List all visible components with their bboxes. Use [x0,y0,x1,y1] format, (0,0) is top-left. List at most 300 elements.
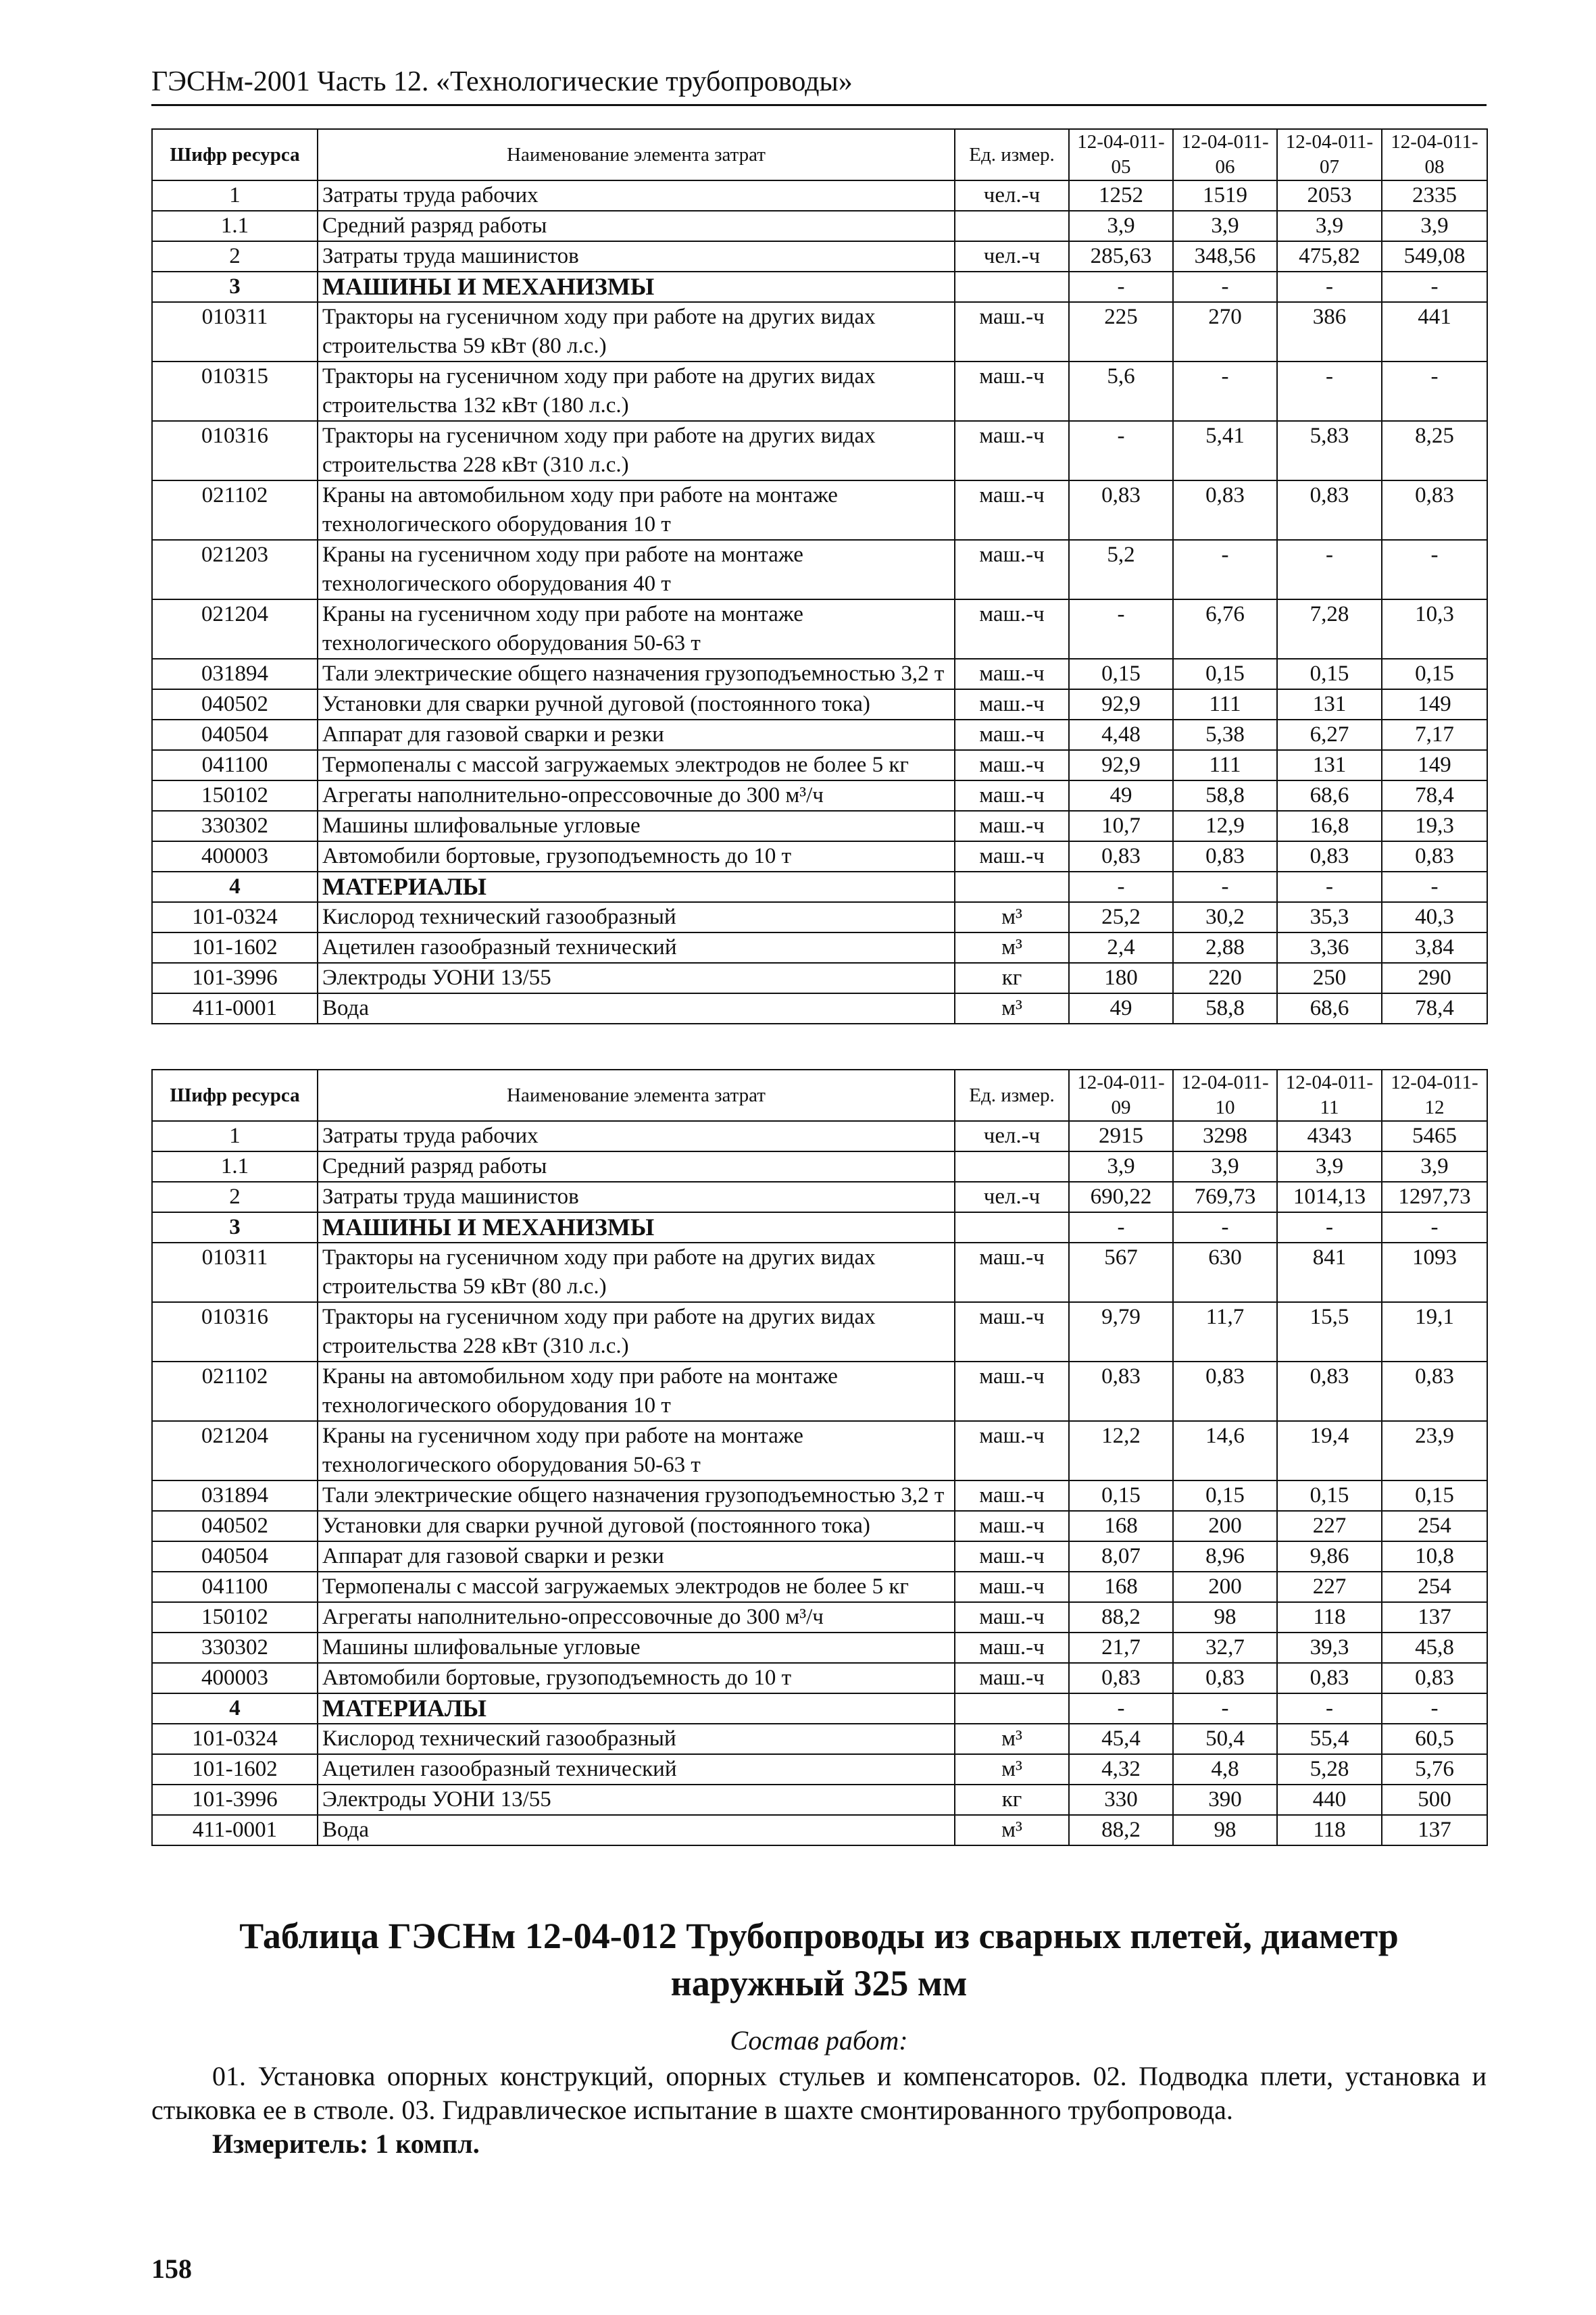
table-row [152,932,1487,963]
table-row [152,1724,1487,1754]
cell-v4: - [1382,1693,1487,1724]
cell-code: 2 [152,241,318,272]
table-row [152,1480,1487,1511]
cell-v3: 0,83 [1277,480,1382,540]
cell-unit: м³ [955,1815,1069,1845]
cell-v2: 12,9 [1173,811,1277,841]
cell-v4: 137 [1382,1815,1487,1845]
cell-v3: - [1277,362,1382,421]
cell-v4: - [1382,540,1487,599]
cell-v4: 254 [1382,1511,1487,1541]
cell-name: Затраты труда рабочих [318,1121,955,1151]
column-header-v3: 12-04-011-11 [1277,1070,1382,1121]
cell-code: 010311 [152,302,318,362]
cell-v1: 4,32 [1069,1754,1173,1785]
cell-v2: 98 [1173,1602,1277,1633]
table-row [152,1302,1487,1362]
cell-v3: 3,9 [1277,1151,1382,1182]
cell-code: 1.1 [152,1151,318,1182]
cell-v2: 3,9 [1173,211,1277,241]
cell-v2: 58,8 [1173,993,1277,1024]
cell-unit: маш.-ч [955,750,1069,780]
cell-v4: 0,15 [1382,659,1487,689]
cell-v1: 0,83 [1069,480,1173,540]
composition-text: 01. Установка опорных конструкций, опорных стульев и компенсаторов. 02. Подводка плети, установка и стыковка ее в стволе. 03. Гидравлическое испытание в шахте смонтированного трубопровода. [151,2061,1487,2125]
cell-v2: 390 [1173,1785,1277,1815]
cell-v1: 88,2 [1069,1602,1173,1633]
cell-v3: - [1277,872,1382,902]
cell-v3: 475,82 [1277,241,1382,272]
cell-code: 021102 [152,480,318,540]
cell-v2: - [1173,872,1277,902]
cell-v3: 118 [1277,1602,1382,1633]
cell-unit: маш.-ч [955,811,1069,841]
cell-code: 1 [152,180,318,211]
column-header-name: Наименование элемента затрат [318,129,955,180]
cell-v2: 2,88 [1173,932,1277,963]
cell-v2: 111 [1173,750,1277,780]
cell-name: Тали электрические общего назначения грузоподъемностью 3,2 т [318,659,955,689]
cell-v3: 0,15 [1277,659,1382,689]
cell-name: Тракторы на гусеничном ходу при работе на других видах строительства 59 кВт (80 л.с.) [318,302,955,362]
column-header-code: Шифр ресурса [152,129,318,180]
column-header-v4: 12-04-011-12 [1382,1070,1487,1121]
cell-code: 021204 [152,599,318,659]
table-title: Таблица ГЭСНм 12-04-012 Трубопроводы из сварных плетей, диаметр наружный 325 мм [239,1916,1399,2003]
cell-unit: маш.-ч [955,1480,1069,1511]
cell-name: Тракторы на гусеничном ходу при работе на других видах строительства 228 кВт (310 л.с.) [318,1302,955,1362]
cell-v3: 227 [1277,1511,1382,1541]
cell-code: 040504 [152,720,318,750]
table-row [152,540,1487,599]
cell-v3: 68,6 [1277,993,1382,1024]
cell-v4: 0,15 [1382,1480,1487,1511]
cell-v4: 441 [1382,302,1487,362]
cell-v1: 8,07 [1069,1541,1173,1572]
cell-v1: - [1069,272,1173,302]
column-header-name: Наименование элемента затрат [318,1070,955,1121]
cell-name: Автомобили бортовые, грузоподъемность до 10 т [318,1663,955,1693]
cell-unit: маш.-ч [955,362,1069,421]
cell-name: МАТЕРИАЛЫ [318,872,955,902]
cell-v4: - [1382,362,1487,421]
table-row [152,241,1487,272]
cell-v2: 630 [1173,1243,1277,1302]
cell-name: Затраты труда машинистов [318,1182,955,1212]
cell-name: Установки для сварки ручной дуговой (постоянного тока) [318,689,955,720]
cell-v1: - [1069,1212,1173,1243]
cell-name: Машины шлифовальные угловые [318,1633,955,1663]
cell-name: Агрегаты наполнительно-опрессовочные до 300 м³/ч [318,780,955,811]
cell-unit: маш.-ч [955,1421,1069,1480]
cell-unit: маш.-ч [955,480,1069,540]
column-header-v1: 12-04-011-09 [1069,1070,1173,1121]
cell-code: 041100 [152,750,318,780]
cell-unit: маш.-ч [955,1633,1069,1663]
cell-unit [955,1151,1069,1182]
cell-code: 330302 [152,811,318,841]
cell-v3: 131 [1277,689,1382,720]
cell-v3: 440 [1277,1785,1382,1815]
cell-code: 031894 [152,1480,318,1511]
table-header-row [152,1070,1487,1121]
cell-code: 010315 [152,362,318,421]
cell-unit: маш.-ч [955,1243,1069,1302]
cell-v3: - [1277,540,1382,599]
cell-v1: 330 [1069,1785,1173,1815]
cell-v3: 386 [1277,302,1382,362]
cell-name: Краны на гусеничном ходу при работе на монтаже технологического оборудования 40 т [318,540,955,599]
cell-v2: 6,76 [1173,599,1277,659]
cell-v4: - [1382,872,1487,902]
cell-name: Ацетилен газообразный технический [318,932,955,963]
cell-v3: 19,4 [1277,1421,1382,1480]
cell-unit: маш.-ч [955,1663,1069,1693]
cell-v4: - [1382,272,1487,302]
cell-code: 1.1 [152,211,318,241]
cell-v3: 131 [1277,750,1382,780]
cell-v4: 8,25 [1382,421,1487,480]
cell-name: Краны на автомобильном ходу при работе на монтаже технологического оборудования 10 т [318,480,955,540]
cell-v3: 118 [1277,1815,1382,1845]
cell-v4: 78,4 [1382,993,1487,1024]
cell-v2: 111 [1173,689,1277,720]
column-header-v4: 12-04-011-08 [1382,129,1487,180]
cell-code: 101-0324 [152,902,318,932]
cell-v4: 10,8 [1382,1541,1487,1572]
cell-v1: 12,2 [1069,1421,1173,1480]
cell-v1: 3,9 [1069,211,1173,241]
cell-name: Вода [318,993,955,1024]
column-header-v1: 12-04-011-05 [1069,129,1173,180]
cell-v2: 0,83 [1173,1663,1277,1693]
table-row [152,211,1487,241]
cell-v2: - [1173,1693,1277,1724]
cell-v3: - [1277,1212,1382,1243]
cell-code: 1 [152,1121,318,1151]
section-row [152,1212,1487,1243]
table-row [152,1511,1487,1541]
column-header-unit: Ед. измер. [955,1070,1069,1121]
cell-v2: 200 [1173,1511,1277,1541]
cell-v2: 32,7 [1173,1633,1277,1663]
cell-v3: 0,83 [1277,841,1382,872]
cell-v2: 0,83 [1173,841,1277,872]
cell-v1: 285,63 [1069,241,1173,272]
cell-name: МАШИНЫ И МЕХАНИЗМЫ [318,272,955,302]
cell-name: Краны на гусеничном ходу при работе на монтаже технологического оборудования 50-63 т [318,599,955,659]
cell-v3: 1014,13 [1277,1182,1382,1212]
cell-v4: 19,3 [1382,811,1487,841]
table-row [152,780,1487,811]
column-header-v2: 12-04-011-06 [1173,129,1277,180]
cell-name: МАТЕРИАЛЫ [318,1693,955,1724]
table-row [152,841,1487,872]
cell-unit: маш.-ч [955,1602,1069,1633]
cell-unit: м³ [955,932,1069,963]
cell-v1: 3,9 [1069,1151,1173,1182]
cell-v1: 168 [1069,1572,1173,1602]
cell-v1: 92,9 [1069,689,1173,720]
cell-v1: 92,9 [1069,750,1173,780]
cell-v2: 769,73 [1173,1182,1277,1212]
cell-v3: 7,28 [1277,599,1382,659]
cell-v2: - [1173,272,1277,302]
table-row [152,480,1487,540]
cell-name: Аппарат для газовой сварки и резки [318,1541,955,1572]
cell-v1: 2,4 [1069,932,1173,963]
cell-v3: - [1277,272,1382,302]
cell-name: Тракторы на гусеничном ходу при работе на других видах строительства 132 кВт (180 л.с.) [318,362,955,421]
cell-v1: 49 [1069,780,1173,811]
cell-v1: 9,79 [1069,1302,1173,1362]
cell-v2: 14,6 [1173,1421,1277,1480]
resource-table-1 [151,128,1488,1024]
table-row [152,1815,1487,1845]
cell-code: 010316 [152,1302,318,1362]
cell-unit: маш.-ч [955,1572,1069,1602]
table-row [152,1633,1487,1663]
cell-v2: 8,96 [1173,1541,1277,1572]
cell-unit: маш.-ч [955,841,1069,872]
cell-code: 400003 [152,841,318,872]
cell-unit: кг [955,1785,1069,1815]
cell-name: МАШИНЫ И МЕХАНИЗМЫ [318,1212,955,1243]
cell-v3: 227 [1277,1572,1382,1602]
resource-table-2 [151,1069,1488,1846]
page-number: 158 [151,2254,192,2284]
cell-v4: 40,3 [1382,902,1487,932]
cell-unit: чел.-ч [955,241,1069,272]
table-row [152,689,1487,720]
table-row [152,362,1487,421]
cell-unit: чел.-ч [955,180,1069,211]
cell-name: Затраты труда машинистов [318,241,955,272]
cell-v4: 45,8 [1382,1633,1487,1663]
cell-v3: 841 [1277,1243,1382,1302]
cell-code: 040504 [152,1541,318,1572]
cell-code: 021102 [152,1362,318,1421]
cell-unit: маш.-ч [955,659,1069,689]
cell-unit: маш.-ч [955,1541,1069,1572]
cell-v4: 549,08 [1382,241,1487,272]
cell-code: 411-0001 [152,1815,318,1845]
cell-code: 330302 [152,1633,318,1663]
cell-v3: 2053 [1277,180,1382,211]
measure-unit: Измеритель: 1 компл. [212,2129,480,2159]
cell-v1: 180 [1069,963,1173,993]
cell-v2: 58,8 [1173,780,1277,811]
cell-name: Агрегаты наполнительно-опрессовочные до 300 м³/ч [318,1602,955,1633]
table-row [152,1362,1487,1421]
cell-v4: 0,83 [1382,480,1487,540]
cell-v4: 149 [1382,689,1487,720]
cell-v2: 30,2 [1173,902,1277,932]
cell-v3: 39,3 [1277,1633,1382,1663]
composition-title: Состав работ: [730,2025,908,2056]
cell-unit: маш.-ч [955,599,1069,659]
cell-code: 4 [152,872,318,902]
cell-code: 4 [152,1693,318,1724]
cell-code: 411-0001 [152,993,318,1024]
cell-code: 400003 [152,1663,318,1693]
page-header: ГЭСНм-2001 Часть 12. «Технологические трубопроводы» [151,66,853,97]
cell-v2: 98 [1173,1815,1277,1845]
cell-v1: 88,2 [1069,1815,1173,1845]
cell-unit: м³ [955,1724,1069,1754]
cell-v2: 50,4 [1173,1724,1277,1754]
cell-v2: 0,83 [1173,480,1277,540]
cell-v4: 7,17 [1382,720,1487,750]
cell-v1: 10,7 [1069,811,1173,841]
cell-v4: 0,83 [1382,841,1487,872]
cell-v2: 3298 [1173,1121,1277,1151]
cell-name: Средний разряд работы [318,1151,955,1182]
cell-v1: 0,15 [1069,1480,1173,1511]
table-row [152,993,1487,1024]
cell-v1: 690,22 [1069,1182,1173,1212]
cell-code: 101-3996 [152,963,318,993]
cell-v1: 45,4 [1069,1724,1173,1754]
table-row [152,599,1487,659]
cell-v1: 49 [1069,993,1173,1024]
cell-v2: 200 [1173,1572,1277,1602]
cell-v3: 15,5 [1277,1302,1382,1362]
column-header-v3: 12-04-011-07 [1277,129,1382,180]
cell-v4: 5,76 [1382,1754,1487,1785]
cell-v4: 60,5 [1382,1724,1487,1754]
cell-name: Тракторы на гусеничном ходу при работе на других видах строительства 228 кВт (310 л.с.) [318,421,955,480]
cell-code: 010311 [152,1243,318,1302]
column-header-v2: 12-04-011-10 [1173,1070,1277,1121]
table-row [152,302,1487,362]
table-row [152,750,1487,780]
cell-unit: м³ [955,902,1069,932]
cell-code: 040502 [152,689,318,720]
cell-v1: 4,48 [1069,720,1173,750]
cell-v3: - [1277,1693,1382,1724]
cell-v3: 5,83 [1277,421,1382,480]
cell-v3: 250 [1277,963,1382,993]
cell-v3: 0,83 [1277,1663,1382,1693]
cell-v1: 5,6 [1069,362,1173,421]
cell-v2: 0,83 [1173,1362,1277,1421]
cell-name: Термопеналы с массой загружаемых электродов не более 5 кг [318,1572,955,1602]
cell-name: Кислород технический газообразный [318,902,955,932]
cell-v4: 5465 [1382,1121,1487,1151]
cell-v3: 16,8 [1277,811,1382,841]
table-row [152,180,1487,211]
cell-code: 2 [152,1182,318,1212]
cell-unit: маш.-ч [955,720,1069,750]
cell-unit: чел.-ч [955,1182,1069,1212]
table-row [152,963,1487,993]
cell-unit: маш.-ч [955,689,1069,720]
cell-name: Автомобили бортовые, грузоподъемность до 10 т [318,841,955,872]
cell-v2: 220 [1173,963,1277,993]
cell-v3: 68,6 [1277,780,1382,811]
table-row [152,720,1487,750]
cell-v1: 168 [1069,1511,1173,1541]
cell-v1: 0,83 [1069,841,1173,872]
cell-code: 021204 [152,1421,318,1480]
table-header-row [152,129,1487,180]
table-row [152,1151,1487,1182]
header-rule [151,104,1487,106]
cell-name: Вода [318,1815,955,1845]
cell-v1: - [1069,599,1173,659]
cell-unit: маш.-ч [955,780,1069,811]
cell-name: Тали электрические общего назначения грузоподъемностью 3,2 т [318,1480,955,1511]
cell-name: Средний разряд работы [318,211,955,241]
cell-name: Кислород технический газообразный [318,1724,955,1754]
cell-name: Установки для сварки ручной дуговой (постоянного тока) [318,1511,955,1541]
cell-v4: 78,4 [1382,780,1487,811]
cell-v3: 3,36 [1277,932,1382,963]
cell-v4: 19,1 [1382,1302,1487,1362]
cell-name: Краны на гусеничном ходу при работе на монтаже технологического оборудования 50-63 т [318,1421,955,1480]
cell-v3: 6,27 [1277,720,1382,750]
cell-name: Краны на автомобильном ходу при работе на монтаже технологического оборудования 10 т [318,1362,955,1421]
cell-v4: 0,83 [1382,1362,1487,1421]
cell-v4: 2335 [1382,180,1487,211]
cell-name: Тракторы на гусеничном ходу при работе на других видах строительства 59 кВт (80 л.с.) [318,1243,955,1302]
cell-v2: 0,15 [1173,659,1277,689]
cell-v1: 0,83 [1069,1362,1173,1421]
table-row [152,659,1487,689]
cell-unit: маш.-ч [955,1511,1069,1541]
cell-v4: 290 [1382,963,1487,993]
cell-v2: - [1173,540,1277,599]
cell-v1: - [1069,872,1173,902]
cell-code: 101-1602 [152,1754,318,1785]
cell-v4: 254 [1382,1572,1487,1602]
cell-code: 040502 [152,1511,318,1541]
cell-v4: 3,9 [1382,211,1487,241]
cell-v3: 0,15 [1277,1480,1382,1511]
cell-unit [955,1212,1069,1243]
table-row [152,902,1487,932]
section-row [152,1693,1487,1724]
cell-code: 150102 [152,780,318,811]
cell-v2: 11,7 [1173,1302,1277,1362]
cell-unit [955,211,1069,241]
table-row [152,421,1487,480]
cell-code: 3 [152,272,318,302]
cell-v3: 3,9 [1277,211,1382,241]
cell-v4: 500 [1382,1785,1487,1815]
cell-unit: кг [955,963,1069,993]
cell-v2: 0,15 [1173,1480,1277,1511]
cell-v4: 3,9 [1382,1151,1487,1182]
cell-unit: м³ [955,993,1069,1024]
cell-code: 031894 [152,659,318,689]
cell-v4: 0,83 [1382,1663,1487,1693]
cell-code: 021203 [152,540,318,599]
cell-code: 150102 [152,1602,318,1633]
cell-v1: - [1069,421,1173,480]
cell-v2: 1519 [1173,180,1277,211]
cell-name: Затраты труда рабочих [318,180,955,211]
cell-v2: 3,9 [1173,1151,1277,1182]
cell-v4: 137 [1382,1602,1487,1633]
cell-v1: 225 [1069,302,1173,362]
cell-v3: 4343 [1277,1121,1382,1151]
cell-v2: - [1173,1212,1277,1243]
cell-v3: 0,83 [1277,1362,1382,1421]
cell-name: Машины шлифовальные угловые [318,811,955,841]
cell-v2: - [1173,362,1277,421]
